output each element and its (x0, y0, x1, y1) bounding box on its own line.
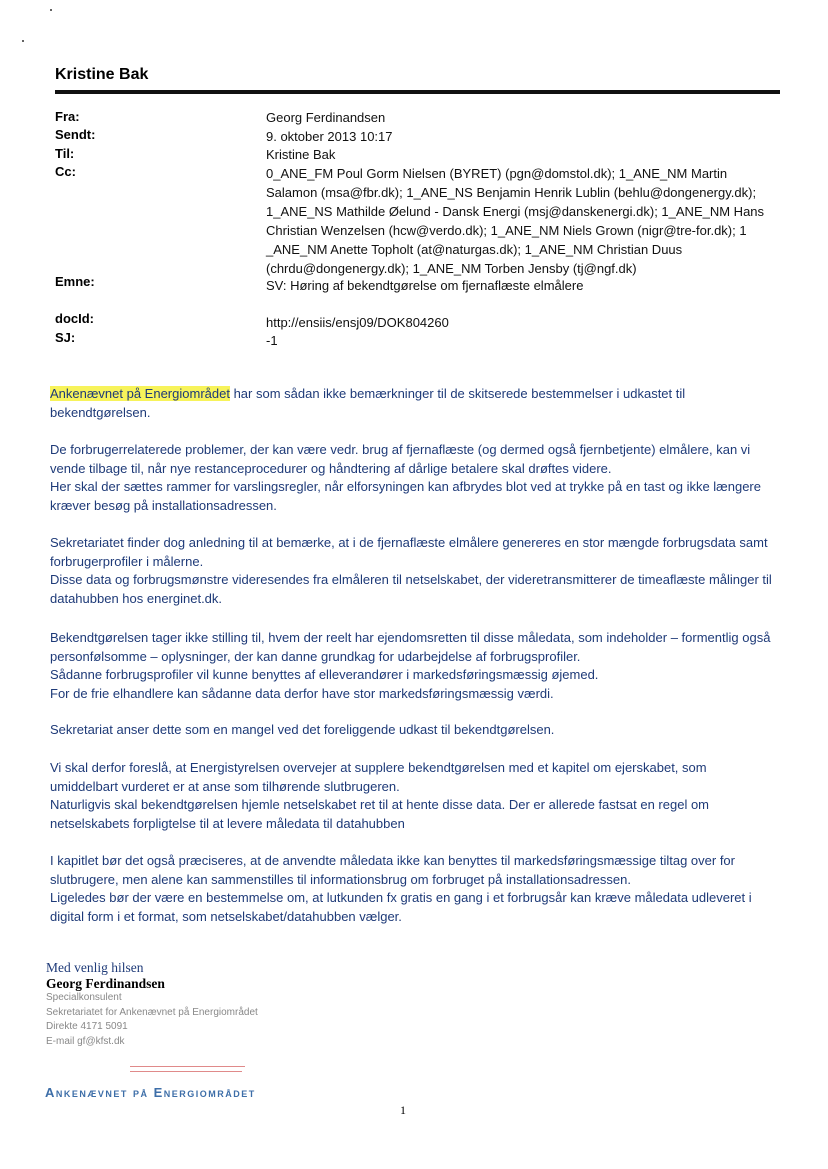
signature-title: Specialkonsulent (46, 992, 122, 1003)
paragraph-7-line-a: I kapitlet bør det også præciseres, at de anvendte måledata ikke kan benyttes til markedsføringsmæssige tiltag over for slutbrugere, men alene kan sammenstilles til informationsbrug om forbruget på installationsadressen. (50, 853, 735, 887)
paragraph-2-line-a: De forbrugerrelaterede problemer, der kan være vedr. brug af fjernaflæste (og dermed også fjernbetjente) elmålere, kan vi vende tilbage til, når nye restanceprocedurer og håndtering af dårlige betalere skal drøftes videre. (50, 442, 751, 476)
header-divider (55, 90, 780, 94)
decorative-line (130, 1071, 242, 1072)
body-paragraph-3 (50, 534, 778, 608)
body-paragraph-6 (50, 759, 778, 833)
body-paragraph-5: Sekretariat anser dette som en mangel ved det foreliggende udkast til bekendtgørelsen. (50, 722, 555, 737)
label-to: Til: (55, 146, 75, 161)
paragraph-3-line-b: Disse data og forbrugsmønstre videresendes fra elmåleren til netselskabet, der videretransmitterer de timeaflæste målinger til datahubben hos energinet.dk. (50, 572, 772, 606)
scan-speck (50, 9, 52, 11)
page-number: 1 (400, 1103, 406, 1117)
signature-organization: Sekretariatet for Ankenævnet på Energiområdet (46, 1007, 258, 1018)
to-value: Kristine Bak (266, 147, 336, 162)
decorative-line (130, 1066, 245, 1067)
label-subject: Emne: (55, 274, 95, 289)
document-sender-name: Kristine Bak (55, 66, 149, 83)
label-cc: Cc: (55, 164, 76, 179)
docid-value: http://ensiis/ensj09/DOK804260 (266, 315, 449, 330)
paragraph-4-line-a: Bekendtgørelsen tager ikke stilling til, hvem der reelt har ejendomsretten til disse måledata, som indeholder – formentlig også personfølsomme – oplysninger, der kan danne grundkag for udarbejdelse af forbrugsprofiler. (50, 630, 771, 664)
paragraph-4-line-b: Sådanne forbrugsprofiler vil kunne benyttes af elleverandører i markedsføringsmæssig øjemed. (50, 667, 599, 682)
signature-email: E-mail gf@kfst.dk (46, 1036, 125, 1047)
signature-greeting: Med venlig hilsen (46, 960, 144, 975)
body-paragraph-4 (50, 629, 778, 703)
body-paragraph-7 (50, 852, 778, 926)
label-sent: Sendt: (55, 127, 96, 142)
paragraph-6-line-b: Naturligvis skal bekendtgørelsen hjemle netselskabet ret til at hente disse data. Der er allerede fastsat en regel om netselskabets forpligtelse til at levere måledata til datahubben (50, 797, 710, 831)
highlighted-text: Ankenævnet på Energiområdet (50, 386, 230, 401)
body-paragraph-1 (50, 385, 778, 422)
scan-speck (22, 40, 24, 42)
paragraph-6-line-a: Vi skal derfor foreslå, at Energistyrelsen overvejer at supplere bekendtgørelsen med et kapitel om ejerskabet, som umiddelbart vurderet er at anse som tilhørende slutbrugeren. (50, 760, 707, 794)
paragraph-2-line-b: Her skal der sættes rammer for varslingsregler, når elforsyningen kan afbrydes blot ved at trykke på en tast og ikke længere kræver besøg på installationsadressen. (50, 479, 761, 513)
sj-value: -1 (266, 333, 278, 348)
cc-value: 0_ANE_FM Poul Gorm Nielsen (BYRET) (pgn@domstol.dk); 1_ANE_NM Martin Salamon (msa@fbr.dk); 1_ANE_NS Benjamin Henrik Lublin (behlu@dongenergy.dk); 1_ANE_NS Mathilde Øelund - Dansk Energi (msj@danskenergi.dk); 1_ANE_NM Hans Christian Wenzelsen (hcw@verdo.dk); 1_ANE_NM Niels Grown (nigr@tre-for.dk); 1 _ANE_NM Anette Topholt (at@naturgas.dk); 1_ANE_NM Christian Duus (chrdu@dongenergy.dk); 1_ANE_NM Torben Jensby (tj@ngf.dk) (266, 166, 765, 276)
label-from: Fra: (55, 109, 80, 124)
subject-value: SV: Høring af bekendtgørelse om fjernaflæste elmålere (266, 278, 584, 293)
label-docid: docId: (55, 311, 94, 326)
organization-logo-text: Ankenævnet på Energiområdet (45, 1085, 256, 1100)
signature-phone: Direkte 4171 5091 (46, 1021, 128, 1032)
signature-name: Georg Ferdinandsen (46, 976, 165, 991)
label-sj: SJ: (55, 330, 76, 345)
paragraph-7-line-b: Ligeledes bør der være en bestemmelse om, at lutkunden fx gratis en gang i et forbrugsår kan kræve måledata udleveret i digital form i et format, som netselskabet/datahubben vælger. (50, 890, 752, 924)
body-paragraph-2 (50, 441, 778, 515)
paragraph-1-rest: har som sådan ikke bemærkninger til de skitserede bestemmelser i udkastet til bekendtgørelsen. (50, 386, 686, 420)
sent-value: 9. oktober 2013 10:17 (266, 129, 393, 144)
paragraph-3-line-a: Sekretariatet finder dog anledning til at bemærke, at i de fjernaflæste elmålere genereres en stor mængde forbrugsdata samt forbrugerprofiler i målerne. (50, 535, 768, 569)
from-value: Georg Ferdinandsen (266, 110, 386, 125)
paragraph-4-line-c: For de frie elhandlere kan sådanne data derfor have stor markedsføringsmæssig værdi. (50, 685, 554, 701)
